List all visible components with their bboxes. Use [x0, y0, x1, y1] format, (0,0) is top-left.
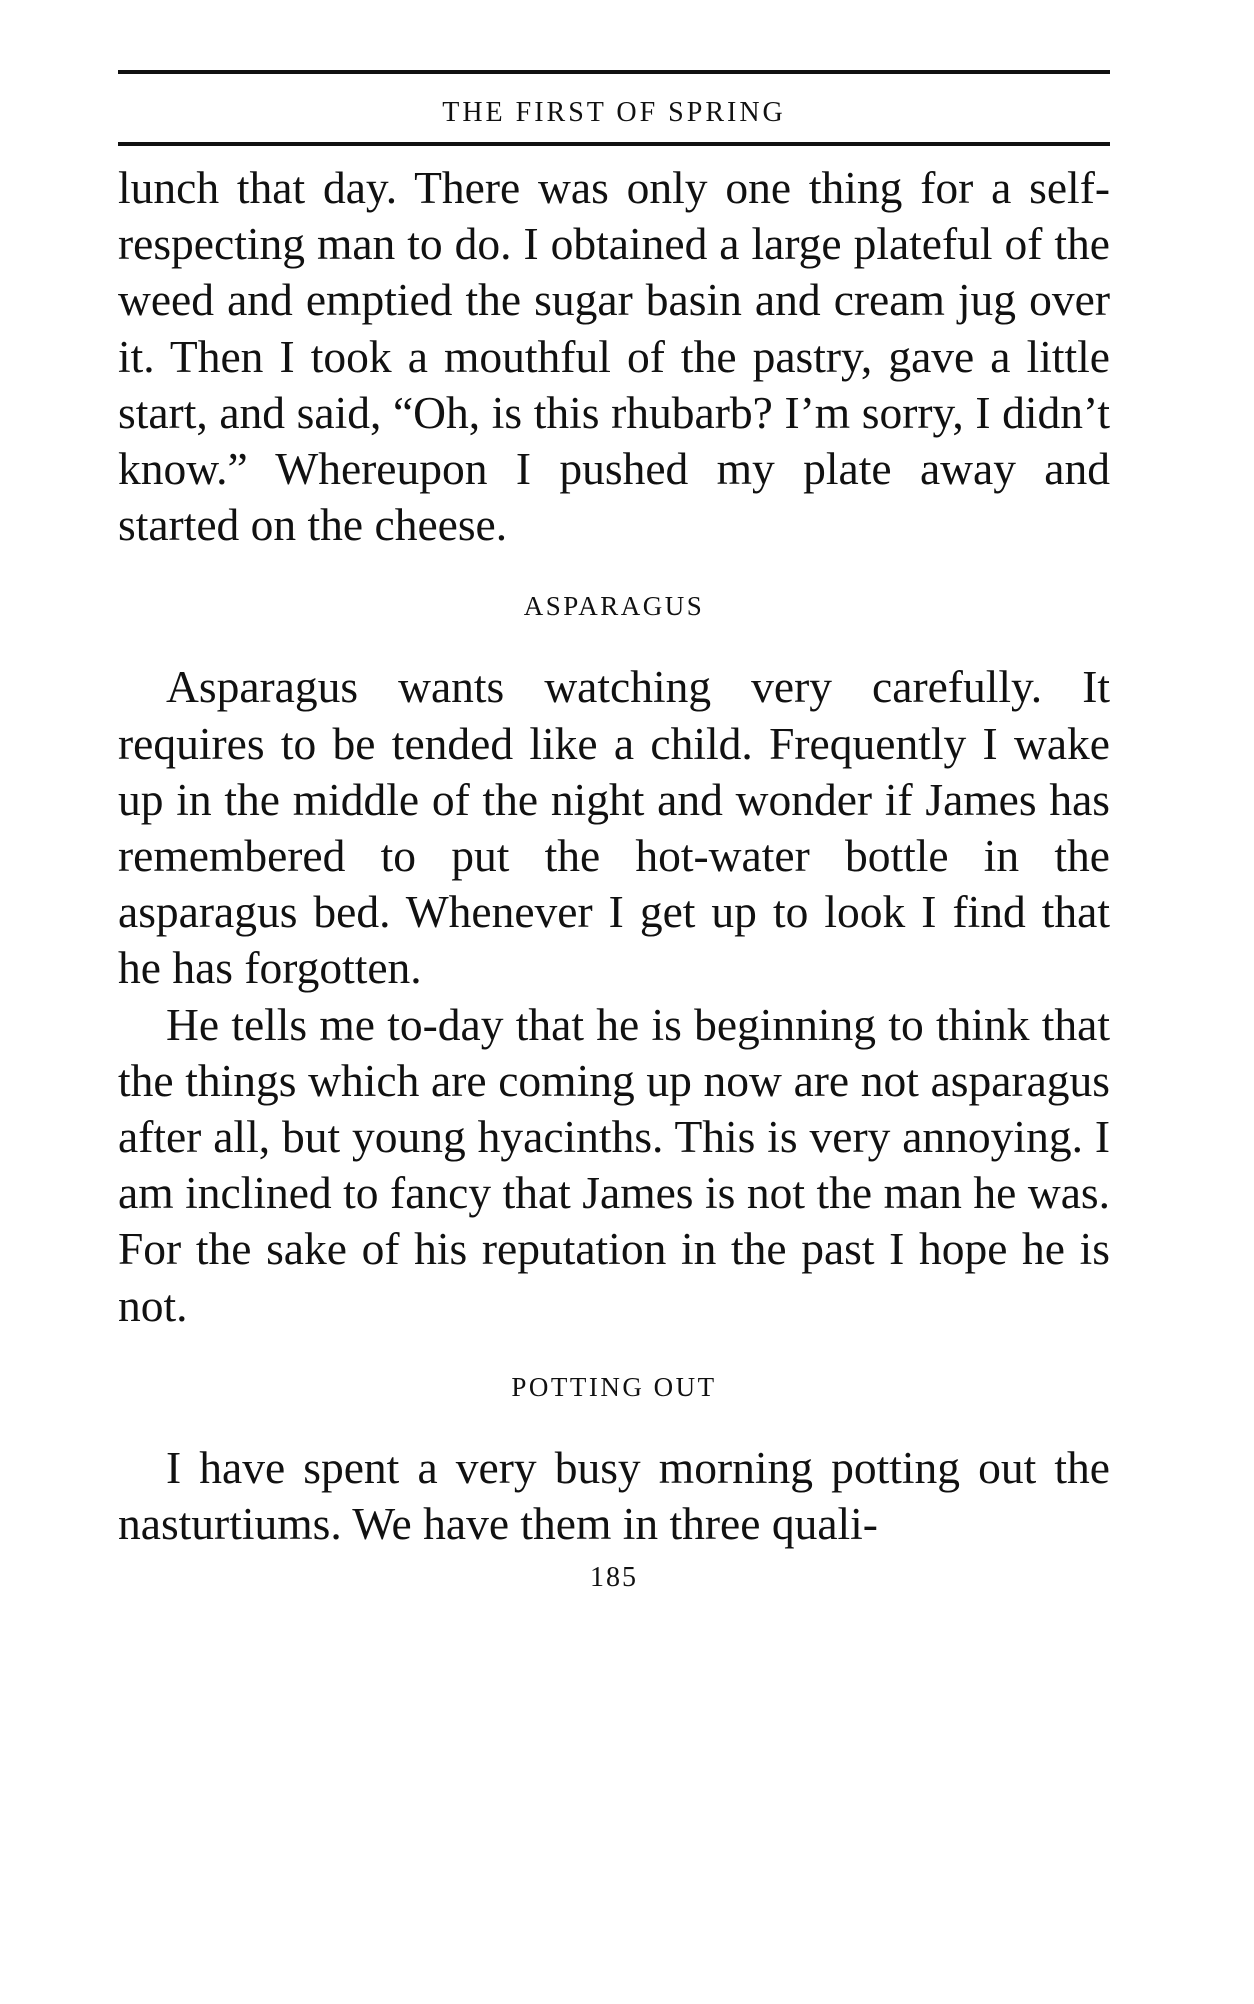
section-heading-asparagus: ASPARAGUS — [523, 591, 705, 622]
paragraph: I have spent a very busy morning potting out the nasturtiums. We have them in three quali- — [118, 1441, 1110, 1550]
paragraph: He tells me to-day that he is beginning to think that the things which are coming up now are not asparagus after all, but young hyacinths. This is very annoying. I am inclined to fancy that James is not the man he was. For the sake of his reputation in the past I hope he is not. — [118, 998, 1110, 1331]
header-rule-top — [118, 70, 1110, 74]
section-heading-potting-out: POTTING OUT — [511, 1371, 717, 1402]
continuation-paragraph: lunch that day. There was only one thing for a self-respecting man to do. I obtained a large plateful of the weed and emptied the sugar basin and cream jug over it. Then I took a mouthful of the pastry, gave a little start, and said, “Oh, is this rhubarb? I’m sorry, I didn’t know.” Whereupon I pushed my plate away and started on the cheese. — [118, 162, 1110, 551]
running-head: THE FIRST OF SPRING — [442, 97, 786, 128]
paragraph: Asparagus wants watching very carefully. It requires to be tended like a child. Frequently I wake up in the middle of the night and wonder if James has remembered to put the hot-water bottle in the asparagus bed. Whenever I get up to look I find that he has forgotten. — [118, 661, 1110, 994]
book-page — [118, 70, 1110, 1594]
header-rule-bottom — [118, 142, 1110, 146]
page-number: 185 — [590, 1562, 638, 1594]
